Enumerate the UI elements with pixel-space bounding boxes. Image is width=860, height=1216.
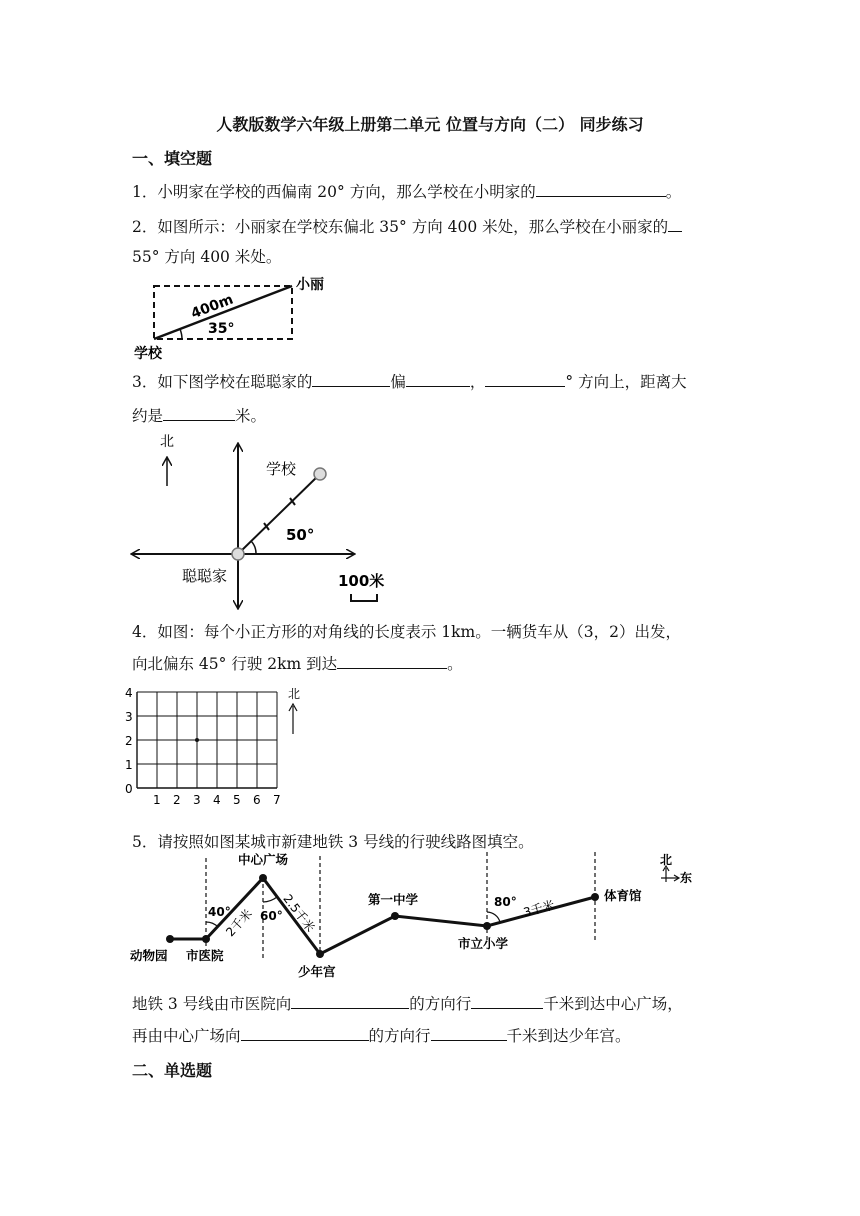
question-4-line1: 4．如图：每个小正方形的对角线的长度表示 1km。一辆货车从（3，2）出发， xyxy=(132,623,681,641)
q5-text-2: 的方向行 xyxy=(409,995,472,1013)
question-4-line2 xyxy=(132,652,463,674)
label-hospital: 市医院 xyxy=(186,948,224,963)
compass-east-label: 东 xyxy=(680,871,693,885)
q5-blank-2[interactable] xyxy=(471,994,543,1009)
x-tick-label: 2 xyxy=(173,793,181,807)
q4-blank[interactable] xyxy=(337,654,447,669)
compass-north-label: 北 xyxy=(660,853,673,867)
q3-text-about: 约是 xyxy=(132,407,164,425)
label-school: 学校 xyxy=(134,346,162,362)
x-tick-label: 5 xyxy=(233,793,241,807)
q3-text-meter: 米。 xyxy=(235,407,267,425)
x-tick-label: 1 xyxy=(153,793,161,807)
label-xiaoli: 小丽 xyxy=(296,277,324,293)
question-5-fill-line1 xyxy=(132,992,683,1014)
x-tick-label: 3 xyxy=(193,793,201,807)
q3-blank-3[interactable] xyxy=(485,372,565,387)
y-tick-label: 0 xyxy=(125,782,133,796)
q5-blank-4[interactable] xyxy=(431,1026,507,1041)
label-3km: 3千米 xyxy=(521,897,557,920)
angle-label: 50° xyxy=(286,526,315,544)
station-hospital xyxy=(202,935,210,943)
scale-label: 100米 xyxy=(338,572,385,590)
y-tick-label: 4 xyxy=(125,686,133,700)
q5-blank-1[interactable] xyxy=(291,994,409,1009)
angle-arc xyxy=(251,541,256,554)
angle-arc-80 xyxy=(487,912,500,922)
q5-text-1: 地铁 3 号线由市医院向 xyxy=(132,995,292,1013)
label-400m: 400m xyxy=(188,291,236,323)
question-2-line2: 55° 方向 400 米处。 xyxy=(132,248,282,266)
figure-subway-line xyxy=(128,846,720,982)
label-2km: 2千米 xyxy=(223,906,255,940)
x-tick-label: 6 xyxy=(253,793,261,807)
angle-arc xyxy=(180,329,182,339)
home-point xyxy=(232,548,244,560)
q5-text-6: 千米到达少年宫。 xyxy=(506,1027,631,1045)
figure-grid xyxy=(122,682,322,808)
page-title: 人教版数学六年级上册第二单元 位置与方向（二） 同步练习 xyxy=(216,115,644,134)
grid-lines xyxy=(137,692,277,788)
label-youth: 少年宫 xyxy=(298,964,336,979)
question-3-line1 xyxy=(132,370,687,392)
label-2-5km: 2.5千米 xyxy=(280,891,318,935)
x-tick-label: 7 xyxy=(273,793,281,807)
station-center xyxy=(259,874,267,882)
school-point xyxy=(314,468,326,480)
q5-text-4: 再由中心广场向 xyxy=(132,1027,241,1045)
q3-blank-2[interactable] xyxy=(406,372,470,387)
label-40: 40° xyxy=(208,905,231,919)
q1-blank[interactable] xyxy=(536,182,666,197)
q3-text-pian: 偏 xyxy=(390,373,406,391)
start-point xyxy=(195,738,199,742)
q5-blank-3[interactable] xyxy=(241,1026,369,1041)
north-label: 北 xyxy=(288,687,301,701)
home-label: 聪聪家 xyxy=(182,567,228,585)
label-gym: 体育馆 xyxy=(604,888,642,903)
scale-bar xyxy=(351,594,377,601)
q1-end: 。 xyxy=(665,183,682,201)
label-80: 80° xyxy=(494,895,517,909)
figure-school-xiaoli xyxy=(130,272,340,364)
y-tick-label: 3 xyxy=(125,710,133,724)
q5-text-5: 的方向行 xyxy=(368,1027,431,1045)
q3-text-degree: ° 方向上，距离大 xyxy=(565,373,687,391)
q3-blank-1[interactable] xyxy=(312,372,390,387)
q4-text: 向北偏东 45° 行驶 2km 到达 xyxy=(132,655,338,673)
question-3-line2 xyxy=(132,404,266,426)
north-label: 北 xyxy=(160,434,174,450)
question-5: 5．请按照如图某城市新建地铁 3 号线的行驶线路图填空。 xyxy=(132,833,534,851)
y-tick-label: 1 xyxy=(125,758,133,772)
y-axis-labels xyxy=(125,686,133,796)
question-1 xyxy=(132,180,681,202)
q3-blank-4[interactable] xyxy=(163,406,235,421)
station-zoo xyxy=(166,935,174,943)
label-60: 60° xyxy=(260,909,283,923)
q5-text-3: 千米到达中心广场， xyxy=(543,995,683,1013)
label-35-degree: 35° xyxy=(208,321,235,337)
station-school1 xyxy=(391,912,399,920)
station-youth xyxy=(316,950,324,958)
q3-comma: ， xyxy=(469,373,486,391)
angle-arc-60 xyxy=(263,897,277,902)
label-school1: 第一中学 xyxy=(368,892,419,907)
figure-congcong-school xyxy=(128,428,385,613)
q4-end: 。 xyxy=(447,655,463,673)
q2-blank[interactable] xyxy=(668,217,682,232)
label-center: 中心广场 xyxy=(238,852,289,867)
school-label: 学校 xyxy=(266,460,297,478)
question-2-line1 xyxy=(132,215,682,237)
x-tick-label: 4 xyxy=(213,793,221,807)
question-5-fill-line2 xyxy=(132,1024,631,1046)
station-gym xyxy=(591,893,599,901)
station-primary xyxy=(483,922,491,930)
x-axis-labels xyxy=(153,793,281,807)
label-primary: 市立小学 xyxy=(458,936,509,951)
label-zoo: 动物园 xyxy=(130,948,168,963)
q1-text: 1．小明家在学校的西偏南 20° 方向，那么学校在小明家的 xyxy=(132,183,536,201)
q3-text: 3．如下图学校在聪聪家的 xyxy=(132,373,313,391)
section-heading-fill: 一、填空题 xyxy=(132,149,213,168)
section-heading-choice: 二、单选题 xyxy=(132,1061,213,1080)
q2-text: 2．如图所示：小丽家在学校东偏北 35° 方向 400 米处，那么学校在小丽家的 xyxy=(132,218,669,236)
y-tick-label: 2 xyxy=(125,734,133,748)
